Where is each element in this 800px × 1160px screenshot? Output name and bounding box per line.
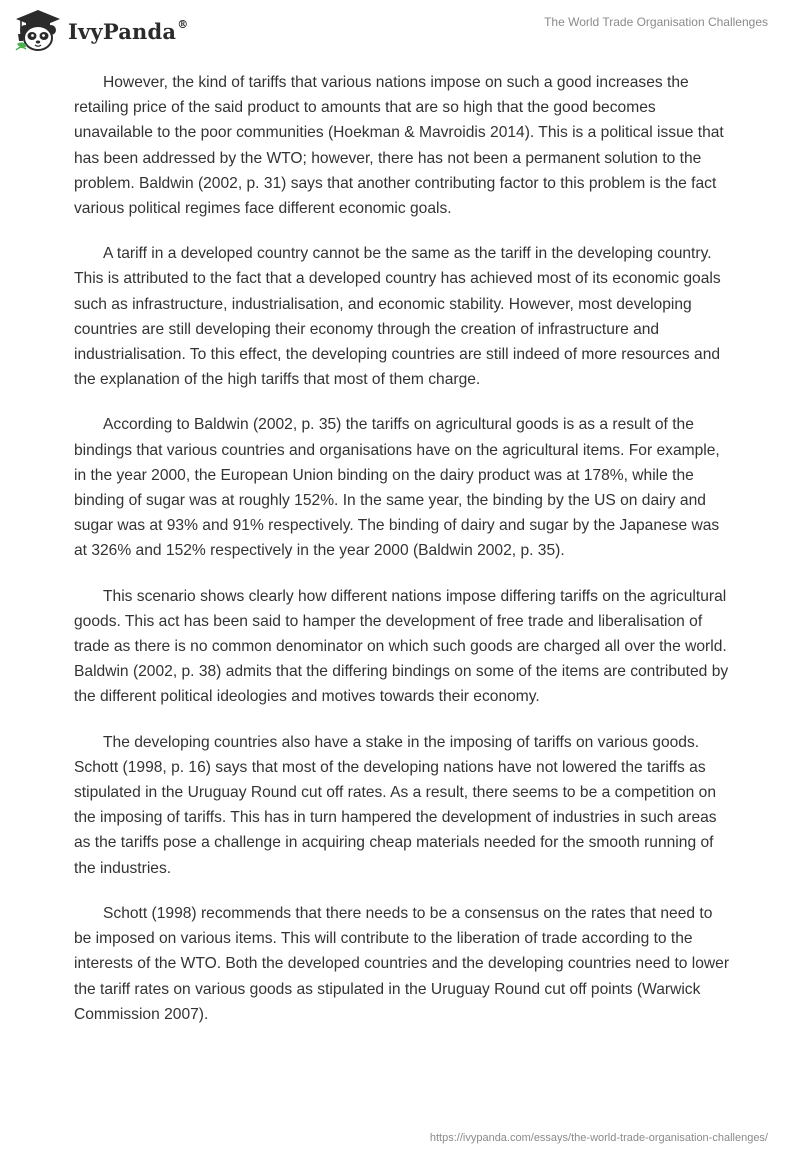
paragraph-4: This scenario shows clearly how different nations impose differing tariffs on the agricultural goods. This act has been said to hamper the development of free trade and liberalisation of trade as there is no common denominator on which such goods are charged all over the world. Baldwin (2002, p. 38) admits that the differing bindings on some of the items are contributed by the different political ideologies and motives towards their economy. [74, 587, 729, 706]
registered-mark: ® [177, 17, 189, 31]
paragraph-3: According to Baldwin (2002, p. 35) the tariffs on agricultural goods is as a result of the bindings that various countries and organisations have on the agricultural items. For example, in the year 2000, the European Union binding on the dairy product was at 178%, while the binding of sugar was at roughly 152%. In the same year, the binding by the US on dairy and sugar was at 93% and 91% respectively. The binding of dairy and sugar by the Japanese was at 326% and 152% respectively in the year 2000 (Baldwin 2002, p. 35). [74, 416, 720, 560]
paragraph-2: A tariff in a developed country cannot be the same as the tariff in the developing country. This is attributed to the fact that a developed country has achieved most of its economic goals such as infrastructure, industrialisation, and economic stability. However, most developing countries are still developing their economy through the creation of infrastructure and industrialisation. To this effect, the developing countries are still indeed of more resources and the explanation of the high tariffs that most of them charge. [74, 245, 721, 389]
paragraph-5: The developing countries also have a stake in the imposing of tariffs on various goods. Schott (1998, p. 16) says that most of the developing nations have not lowered the tariffs as stipulated in the Uruguay Round cut off rates. As a result, there seems to be a competition on the imposing of tariffs. This has in turn hampered the development of industries in such areas as the tariffs pose a challenge in acquiring cheap materials needed for the smooth running of the industries. [74, 733, 717, 877]
page-header [0, 0, 800, 60]
panda-graduate-icon [14, 8, 62, 52]
paragraph-6: Schott (1998) recommends that there needs to be a consensus on the rates that need to be imposed on various items. This will contribute to the liberation of trade according to the interests of the WTO. Both the developed countries and the developing countries need to lower the tariff rates on various goods as stipulated in the Uruguay Round cut off points (Warwick Commission 2007). [74, 904, 730, 1023]
essay-body [74, 70, 734, 1047]
paragraph-1: However, the kind of tariffs that various nations impose on such a good increases the retailing price of the said product to amounts that are so high that the good becomes unavailable to the poor communities (Hoekman & Mavroidis 2014). This is a political issue that has been addressed by the WTO; however, there has not been a permanent solution to the problem. Baldwin (2002, p. 31) says that another contributing factor to this problem is the fact various political regimes face different economic goals. [74, 74, 724, 218]
document-title: The World Trade Organisation Challenges [544, 15, 768, 29]
brand-name: IvyPanda® [68, 17, 189, 44]
ivypanda-logo[interactable] [14, 8, 188, 52]
source-url-link[interactable]: https://ivypanda.com/essays/the-world-trade-organisation-challenges/ [429, 1132, 768, 1144]
